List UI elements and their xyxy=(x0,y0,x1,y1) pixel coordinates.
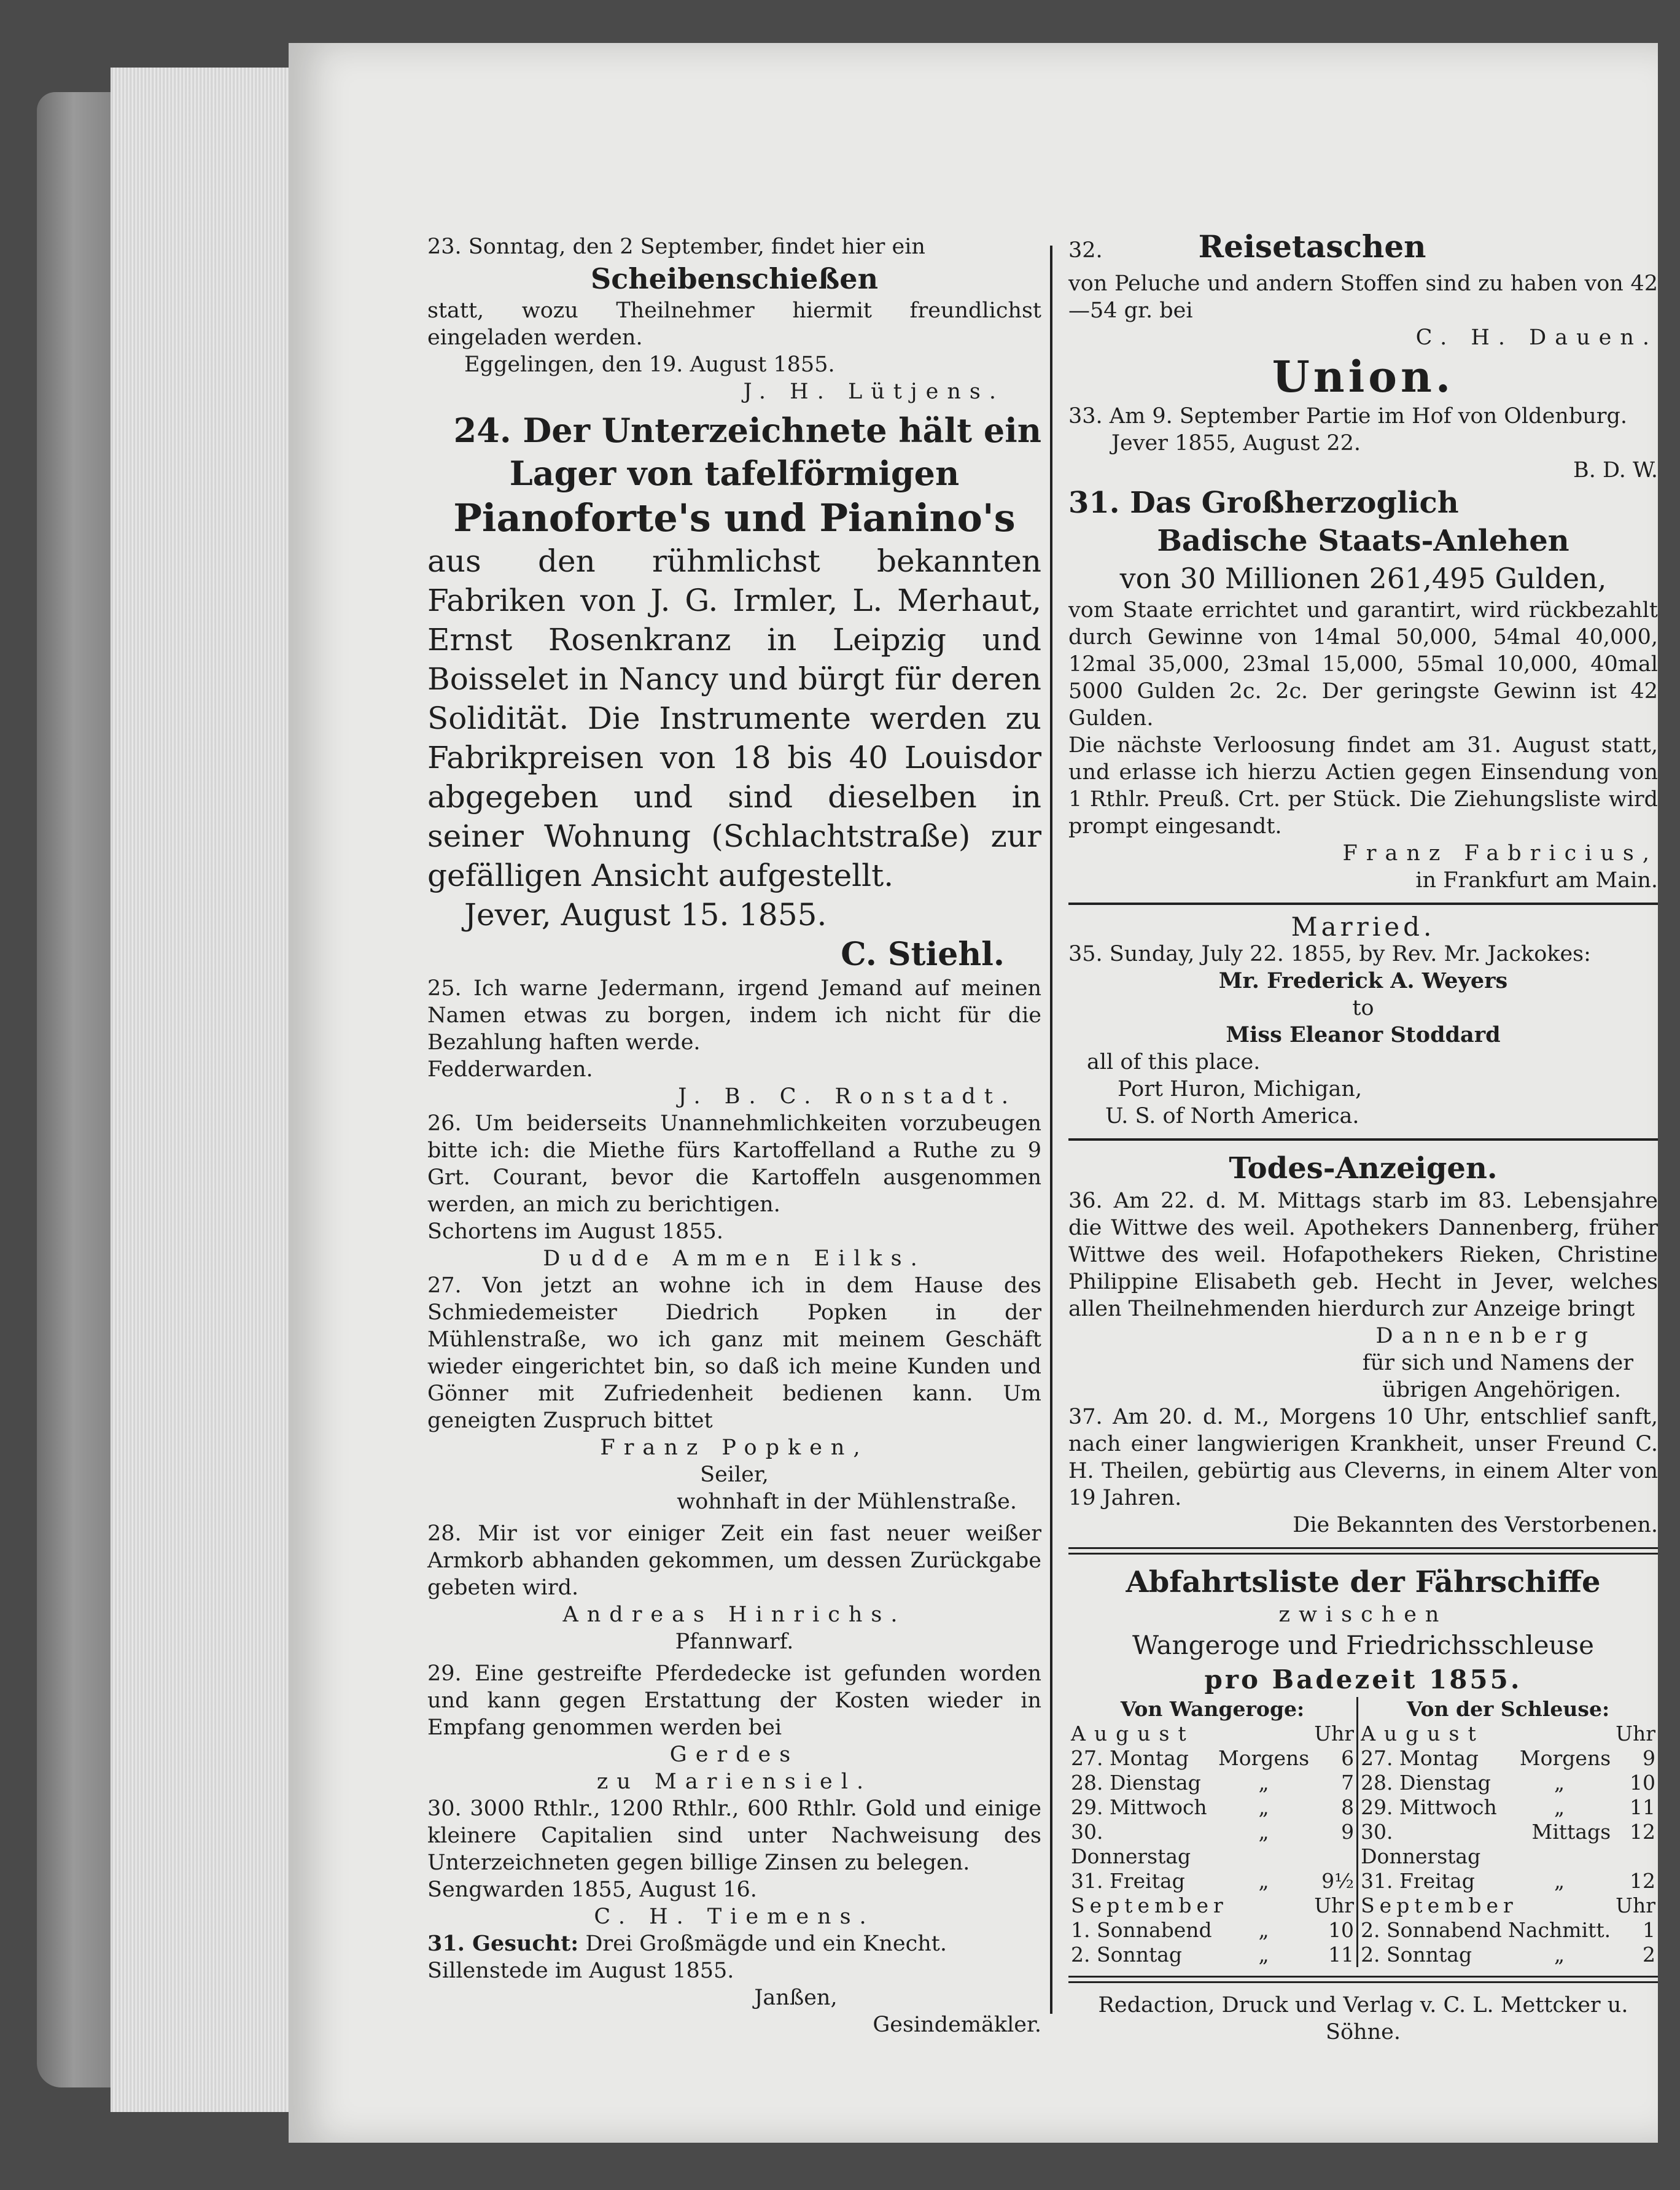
schedule-cell: 10 xyxy=(1328,1918,1355,1942)
divider-rule xyxy=(1068,903,1658,905)
ad-31 xyxy=(427,1930,1041,2038)
ad-32-title: Reisetaschen xyxy=(1198,228,1426,265)
divider-double-rule xyxy=(1068,1976,1658,1983)
ad-27-signature-trade: Seiler, xyxy=(700,1462,769,1487)
ad-25-signature: J. B. C. Ronstadt. xyxy=(678,1084,1017,1109)
ad-30-date: Sengwarden 1855, August 16. xyxy=(427,1877,757,1902)
schedule-cell: 7 xyxy=(1341,1771,1355,1795)
schedule-cell: 30. Donnerstag xyxy=(1358,1820,1506,1869)
schedule-cell: „ xyxy=(1258,1943,1269,1967)
ad-28-signature-place: Pfannwarf. xyxy=(675,1629,794,1654)
schedule-cell: 28. Dienstag xyxy=(1358,1771,1506,1795)
death-37-signature: Die Bekannten des Verstorbenen. xyxy=(1293,1513,1658,1537)
married-notice xyxy=(1068,914,1658,1130)
schedule-cell: 2. Sonntag xyxy=(1358,1943,1506,1967)
ad-24-line1: 24. Der Unterzeichnete hält ein xyxy=(453,411,1041,450)
left-column xyxy=(427,233,1041,2038)
right-column xyxy=(1068,227,1658,2046)
ad-29-text: 29. Eine gestreifte Pferdedecke ist gefunden worden und kann gegen Erstattung der Kosten wieder in Empfang genommen werden bei xyxy=(427,1661,1041,1740)
schedule-cell: 29. Mittwoch xyxy=(1071,1795,1207,1819)
married-line1: 35. Sunday, July 22. 1855, by Rev. Mr. Jackokes: xyxy=(1068,942,1591,966)
ad-33-signature: B. D. W. xyxy=(1573,458,1658,483)
schedule-cell: Mittags xyxy=(1531,1820,1611,1844)
schedule-season: pro Badezeit 1855. xyxy=(1204,1664,1522,1695)
schedule-cell: 31. Freitag xyxy=(1071,1869,1185,1893)
ad-24-date: Jever, August 15. 1855. xyxy=(464,897,827,933)
ad-26-date: Schortens im August 1855. xyxy=(427,1219,723,1244)
ad-28-signature-name: Andreas Hinrichs. xyxy=(562,1602,906,1627)
table-row xyxy=(1068,1869,1658,1893)
schedule-month-aug-right: August xyxy=(1358,1722,1614,1746)
married-to: to xyxy=(1352,996,1374,1020)
schedule-cell: 12 xyxy=(1630,1869,1655,1893)
married-place3: U. S. of North America. xyxy=(1105,1104,1359,1128)
ad-30-signature: C. H. Tiemens. xyxy=(594,1905,875,1929)
schedule-cell: „ xyxy=(1554,1869,1565,1893)
ad-23-title: Scheibenschießen xyxy=(590,262,879,295)
ad-29-signature-place: zu Mariensiel. xyxy=(596,1769,873,1794)
ad-23-signature: J. H. Lütjens. xyxy=(743,379,1005,404)
ad-28 xyxy=(427,1520,1041,1655)
schedule-from-right: Von der Schleuse: xyxy=(1358,1697,1658,1722)
schedule-cell: 9 xyxy=(1341,1820,1355,1844)
schedule-cell: 2 xyxy=(1643,1943,1655,1967)
table-row xyxy=(1068,1746,1658,1771)
ad-25 xyxy=(427,975,1041,1110)
ad-33-title: Union. xyxy=(1272,351,1455,402)
ad-24-body: aus den rühmlichst bekannten Fabriken von J. G. Irmler, L. Merhaut, Ernst Rosenkranz in Leipzig und Boisselet in Nancy und bürgt für deren Solidität. Die Instrumente werden zu Fabrikpreisen von 18 bis 40 Louisdor abgegeben und sind dieselben in seiner Wohnung (Schlachtstraße) zur gefälligen Ansicht aufgestellt. xyxy=(427,543,1041,893)
schedule-cell: 12 xyxy=(1630,1820,1655,1844)
schedule-cell: 2. Sonnabend xyxy=(1358,1918,1506,1943)
schedule-cell: 1. Sonnabend xyxy=(1071,1918,1212,1942)
table-row xyxy=(1068,1795,1658,1820)
ad-33-text: 33. Am 9. September Partie im Hof von Oldenburg. xyxy=(1068,404,1628,429)
schedule-month-sep-right: September xyxy=(1358,1893,1614,1918)
schedule-cell: 29. Mittwoch xyxy=(1358,1795,1506,1820)
ad-30 xyxy=(427,1795,1041,1930)
ad-33 xyxy=(1068,351,1658,484)
schedule-cell: „ xyxy=(1554,1771,1565,1795)
ad-23-text1: 23. Sonntag, den 2 September, findet hier ein xyxy=(427,235,925,259)
schedule-cell: Morgens xyxy=(1218,1746,1310,1770)
column-divider xyxy=(1050,246,1052,2014)
schedule-cell: 27. Montag xyxy=(1358,1746,1506,1771)
table-row xyxy=(1068,1943,1658,1967)
schedule-cell: „ xyxy=(1554,1943,1565,1967)
ad-27-text: 27. Von jetzt an wohne ich in dem Hause des Schmiedemeister Diedrich Popken in der Mühlenstraße, wo ich ganz mit meinem Geschäft wieder eingerichtet bin, so daß ich meine Kunden und Gönner mit Zufriedenheit bedienen kann. Um geneigten Zuspruch bittet xyxy=(427,1273,1041,1433)
death-37-text: 37. Am 20. d. M., Morgens 10 Uhr, entschlief sanft, nach einer langwierigen Krankheit, unser Freund C. H. Theilen, gebürtig aus Cleverns, in einem Alter von 19 Jahren. xyxy=(1068,1405,1658,1510)
schedule-cell: 2. Sonntag xyxy=(1071,1943,1183,1967)
deaths-title: Todes-Anzeigen. xyxy=(1229,1151,1498,1186)
schedule-cell: 8 xyxy=(1341,1795,1355,1819)
schedule-cell: 11 xyxy=(1328,1943,1355,1967)
death-36-signature-line3: übrigen Angehörigen. xyxy=(1382,1378,1621,1402)
ad-27-signature-name: Franz Popken, xyxy=(600,1435,869,1460)
ad-34-body: vom Staate errichtet und garantirt, wird rückbezahlt durch Gewinne von 14mal 50,000, 54mal 40,000, 12mal 35,000, 23mal 15,000, 55mal 10,000, 40mal 5000 Gulden 2c. 2c. Der geringste Gewinn ist 42 Gulden. xyxy=(1068,598,1658,731)
schedule-table xyxy=(1068,1697,1658,1967)
ad-34-line1: 31. Das Großherzoglich xyxy=(1068,486,1459,520)
ad-26-text: 26. Um beiderseits Unannehmlichkeiten vorzubeugen bitte ich: die Miethe fürs Kartoffelland a Ruthe zu 9 Grt. Courant, bevor die Kartoffeln ausgenommen werden, an mich zu berichtigen. xyxy=(427,1111,1041,1217)
ad-27-signature-address: wohnhaft in der Mühlenstraße. xyxy=(677,1489,1017,1514)
married-bride: Miss Eleanor Stoddard xyxy=(1226,1022,1501,1047)
ad-24-signature: C. Stiehl. xyxy=(841,936,1005,973)
ad-32-number: 32. xyxy=(1068,238,1103,263)
schedule-uhr-right: Uhr xyxy=(1616,1722,1655,1745)
ad-23 xyxy=(427,233,1041,405)
divider-double-rule xyxy=(1068,1547,1658,1555)
death-notices xyxy=(1068,1149,1658,1539)
ad-34 xyxy=(1068,484,1658,894)
married-groom: Mr. Frederick A. Weyers xyxy=(1218,968,1508,993)
schedule-cell: 10 xyxy=(1630,1771,1655,1795)
ad-32-text: von Peluche und andern Stoffen sind zu haben von 42—54 gr. bei xyxy=(1068,271,1658,323)
schedule-cell: „ xyxy=(1258,1771,1269,1795)
schedule-cell: 9 xyxy=(1643,1746,1655,1770)
ad-30-text: 30. 3000 Rthlr., 1200 Rthlr., 600 Rthlr. Gold und einige kleinere Capitalien sind unter Nachweisung des Unterzeichneten gegen billige Zinsen zu belegen. xyxy=(427,1796,1041,1875)
schedule-cell: „ xyxy=(1258,1869,1269,1893)
ad-32 xyxy=(1068,227,1658,351)
table-row xyxy=(1068,1820,1658,1869)
schedule-title: Abfahrtsliste der Fährschiffe xyxy=(1126,1565,1601,1599)
ad-32-signature: C. H. Dauen. xyxy=(1415,325,1658,350)
married-title: Married. xyxy=(1291,912,1436,942)
schedule-cell: „ xyxy=(1258,1795,1269,1819)
schedule-cell: 9½ xyxy=(1321,1869,1355,1893)
ad-31-date: Sillenstede im August 1855. xyxy=(427,1959,734,1983)
ad-25-text: 25. Ich warne Jedermann, irgend Jemand auf meinen Namen etwas zu borgen, indem ich nicht für die Bezahlung haften werde. xyxy=(427,976,1041,1055)
ad-23-date: Eggelingen, den 19. August 1855. xyxy=(464,352,835,377)
schedule-cell: 28. Dienstag xyxy=(1071,1771,1201,1795)
schedule-month-sep-left: September xyxy=(1071,1893,1228,1917)
ad-31-signature-name: Janßen, xyxy=(754,1986,838,2010)
ad-31-label: 31. Gesucht: xyxy=(427,1931,579,1956)
ad-34-signature-place: in Frankfurt am Main. xyxy=(1415,868,1658,893)
ad-34-signature-name: Franz Fabricius, xyxy=(1342,841,1658,866)
schedule-cell: 6 xyxy=(1341,1746,1355,1770)
table-row xyxy=(1068,1918,1658,1943)
schedule-cell: 1 xyxy=(1643,1918,1655,1942)
death-36-signature-name: Dannenberg xyxy=(1375,1324,1596,1348)
schedule-cell: 30. Donnerstag xyxy=(1071,1820,1191,1868)
ad-31-signature-trade: Gesindemäkler. xyxy=(873,2013,1041,2037)
schedule-cell: „ xyxy=(1258,1820,1269,1844)
ad-24-line3: Pianoforte's und Pianino's xyxy=(453,495,1016,540)
ad-29-signature-name: Gerdes xyxy=(669,1742,799,1767)
schedule-uhr-left-sep: Uhr xyxy=(1314,1893,1355,1917)
schedule-cell: Nachmitt. xyxy=(1508,1918,1611,1942)
ad-34-body2: Die nächste Verloosung findet am 31. August statt, und erlasse ich hierzu Actien gegen Einsendung von 1 Rthlr. Preuß. Crt. per Stück. Die Ziehungsliste wird prompt eingesandt. xyxy=(1068,733,1658,839)
schedule-cell: 27. Montag xyxy=(1071,1746,1189,1770)
schedule-cell: Morgens xyxy=(1519,1746,1611,1770)
ad-24 xyxy=(427,409,1041,975)
divider-rule xyxy=(1068,1138,1658,1141)
schedule-between: zwischen xyxy=(1278,1602,1448,1627)
schedule-uhr-right-sep: Uhr xyxy=(1616,1893,1655,1917)
ferry-schedule xyxy=(1068,1563,1658,1967)
schedule-cell: 31. Freitag xyxy=(1358,1869,1506,1893)
ad-34-line3: von 30 Millionen 261,495 Gulden, xyxy=(1119,562,1607,595)
schedule-from-left: Von Wangeroge: xyxy=(1120,1697,1305,1721)
imprint: Redaction, Druck und Verlag v. C. L. Mettcker u. Söhne. xyxy=(1098,1993,1628,2044)
ad-33-date: Jever 1855, August 22. xyxy=(1111,431,1361,456)
schedule-month-aug-left: August xyxy=(1071,1722,1195,1745)
ad-27 xyxy=(427,1272,1041,1515)
ad-29 xyxy=(427,1660,1041,1795)
schedule-uhr-left: Uhr xyxy=(1314,1722,1355,1745)
schedule-cell: 11 xyxy=(1630,1795,1655,1819)
married-place1: all of this place. xyxy=(1087,1050,1261,1074)
page-edges xyxy=(111,68,295,2112)
ad-25-place: Fedderwarden. xyxy=(427,1057,593,1082)
table-row xyxy=(1068,1771,1658,1795)
ad-34-line2: Badische Staats-Anlehen xyxy=(1157,524,1569,558)
schedule-cell: „ xyxy=(1258,1918,1269,1942)
schedule-cell: „ xyxy=(1554,1795,1565,1819)
married-place2: Port Huron, Michigan, xyxy=(1118,1077,1363,1101)
ad-26-signature: Dudde Ammen Eilks. xyxy=(543,1246,926,1271)
death-36-signature-line2: für sich und Namens der xyxy=(1362,1351,1633,1375)
newspaper-page xyxy=(289,43,1658,2143)
death-36-text: 36. Am 22. d. M. Mittags starb im 83. Lebensjahre die Wittwe des weil. Apothekers Dannenberg, früher Wittwe des weil. Hofapothekers Rieken, Christine Philippine Elisabeth geb. Hecht in Jever, welches allen Theilnehmenden hierdurch zur Anzeige bringt xyxy=(1068,1189,1658,1321)
ad-28-text: 28. Mir ist vor einiger Zeit ein fast neuer weißer Armkorb abhanden gekommen, um dessen Zurückgabe gebeten wird. xyxy=(427,1521,1041,1600)
schedule-route: Wangeroge und Friedrichsschleuse xyxy=(1132,1630,1595,1660)
ad-31-text: Drei Großmägde und ein Knecht. xyxy=(585,1932,947,1956)
ad-23-text2: statt, wozu Theilnehmer hiermit freundlichst eingeladen werden. xyxy=(427,298,1041,350)
ad-24-line2: Lager von tafelförmigen xyxy=(509,454,960,493)
ad-26 xyxy=(427,1110,1041,1272)
